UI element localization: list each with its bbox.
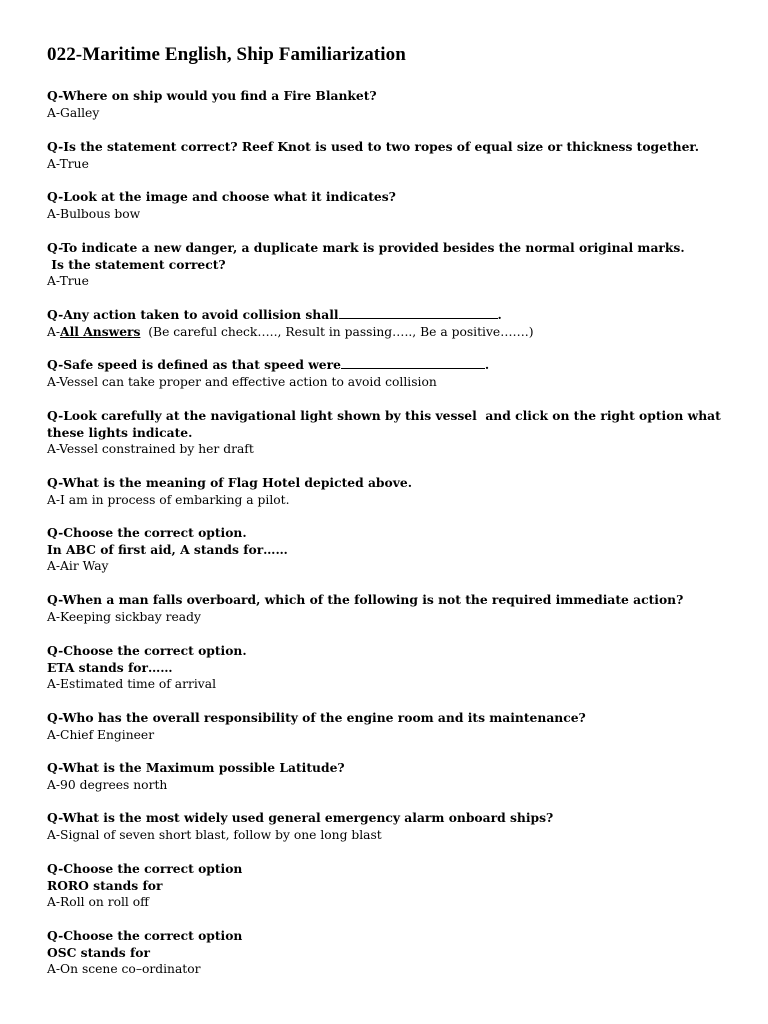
question-text-line-2: ETA stands for…… [47,659,173,675]
question-text: Q-Choose the correct option. [47,525,247,540]
qa-item-bulbous-bow [47,189,747,222]
answer-text: A-Air Way [47,559,109,574]
qa-item-navigational-light [47,408,747,458]
question-after-blank: . [497,307,502,322]
question-text-line-2: Is the statement correct? [47,256,226,272]
qa-item-man-overboard [47,592,747,625]
question-text: Q-What is the most widely used general emergency alarm onboard ships? [47,810,554,825]
qa-item-first-aid-abc [47,525,747,575]
answer-text: A-Signal of seven short blast, follow by one long blast [47,827,382,842]
answer-blank [341,357,485,369]
question-text: Q-When a man falls overboard, which of the following is not the required immediate action? [47,592,684,607]
answer-text: A-On scene co–ordinator [47,962,201,977]
answer-highlight: All Answers [60,323,141,339]
qa-item-emergency-alarm [47,810,747,843]
document-title: 022-Maritime English, Ship Familiarization [47,44,406,65]
answer-text: A-Chief Engineer [47,727,155,742]
question-text-line-2: these lights indicate. [47,424,193,440]
answer-text: A-True [47,156,89,171]
question-text-line-2: RORO stands for [47,877,163,893]
answer-text [47,324,747,341]
answer-detail: (Be careful check….., Result in passing….., Be a positive…….) [140,324,534,339]
answer-text: A-Estimated time of arrival [47,677,217,692]
qa-item-duplicate-mark [47,240,747,290]
question-text: Q-What is the meaning of Flag Hotel depicted above. [47,475,412,490]
answer-text: A-Bulbous bow [47,206,141,221]
question-before-blank: Q-Safe speed is defined as that speed were [47,357,341,372]
qa-item-flag-hotel [47,475,747,508]
question-text: Q-Choose the correct option [47,861,243,876]
question-text-line-2: OSC stands for [47,944,150,960]
question-text: Q-To indicate a new danger, a duplicate mark is provided besides the normal original marks. [47,240,685,255]
qa-item-fire-blanket [47,88,747,121]
question-text: Q-What is the Maximum possible Latitude? [47,760,345,775]
answer-text: A-90 degrees north [47,777,168,792]
qa-item-roro [47,861,747,911]
answer-text: A-True [47,274,89,289]
answer-blank [339,307,498,319]
question-text: Q-Where on ship would you find a Fire Blanket? [47,88,377,103]
qa-item-eta [47,643,747,693]
question-before-blank: Q-Any action taken to avoid collision shall [47,307,339,322]
answer-text: A-Roll on roll off [47,895,149,910]
question-text: Q-Look carefully at the navigational light shown by this vessel and click on the right option what [47,408,721,423]
question-text-line-2: In ABC of first aid, A stands for…… [47,541,288,557]
question-text [47,357,747,374]
qa-item-engine-room [47,710,747,743]
answer-text: A-Keeping sickbay ready [47,609,201,624]
question-text: Q-Look at the image and choose what it indicates? [47,189,396,204]
qa-item-avoid-collision [47,307,747,340]
answer-text: A-Galley [47,105,100,120]
qa-item-max-latitude [47,760,747,793]
answer-text: A-I am in process of embarking a pilot. [47,492,290,507]
answer-prefix: A- [47,324,61,339]
question-text: Q-Is the statement correct? Reef Knot is used to two ropes of equal size or thickness together. [47,139,700,154]
answer-text: A-Vessel constrained by her draft [47,442,254,457]
qa-item-reef-knot [47,139,747,172]
question-text: Q-Choose the correct option [47,928,243,943]
question-text: Q-Who has the overall responsibility of the engine room and its maintenance? [47,710,586,725]
answer-text: A-Vessel can take proper and effective action to avoid collision [47,374,437,389]
question-text: Q-Choose the correct option. [47,643,247,658]
question-after-blank: . [484,357,490,372]
question-text [47,307,747,324]
qa-item-safe-speed [47,357,747,390]
qa-item-osc [47,928,747,978]
